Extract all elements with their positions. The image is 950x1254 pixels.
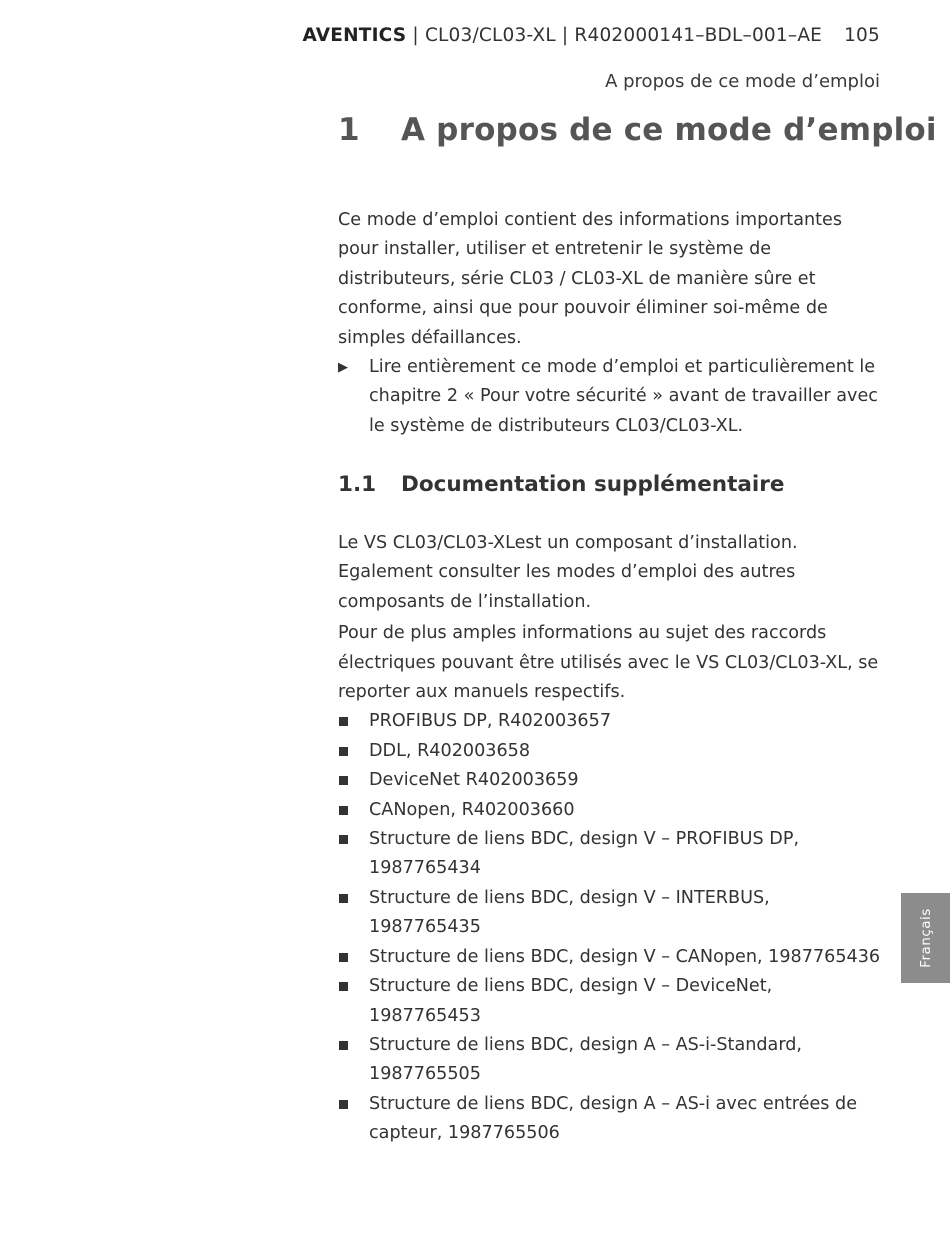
list-item-text: Structure de liens BDC, design V – CANopen, 1987765436 [369, 946, 881, 967]
section-number: 1 [338, 112, 360, 148]
instruction-list [338, 353, 886, 441]
list-item [338, 737, 886, 766]
intro-block [338, 206, 886, 441]
page-number: 105 [844, 25, 880, 46]
language-tab-label: Français [917, 908, 934, 968]
list-item-text: DeviceNet R402003659 [369, 770, 579, 791]
square-bullet-icon [339, 982, 348, 991]
triangle-bullet-icon: ▶ [338, 360, 348, 376]
documentation-block [338, 529, 886, 1149]
list-item [338, 884, 886, 943]
subsection-title: Documentation supplémentaire [401, 472, 785, 497]
list-item [338, 707, 886, 736]
manuals-list [338, 707, 886, 1148]
list-item [338, 766, 886, 795]
list-item-text: Structure de liens BDC, design V – INTERBUS, 1987765435 [369, 887, 770, 938]
list-item-text: CANopen, R402003660 [369, 799, 575, 820]
running-title: A propos de ce mode d’emploi [605, 71, 880, 92]
square-bullet-icon [339, 1041, 348, 1050]
subsection-heading [338, 472, 898, 497]
square-bullet-icon [339, 835, 348, 844]
subsection-number: 1.1 [338, 472, 377, 497]
manuals-paragraph: Pour de plus amples informations au sujet des raccords électriques pouvant être utilisés avec le VS CL03/CL03-XL, se reporter aux manuels respectifs. [338, 623, 879, 703]
list-item-text: DDL, R402003658 [369, 740, 531, 761]
intro-paragraph: Ce mode d’emploi contient des informations importantes pour installer, utiliser et entretenir le système de distributeurs, série CL03 / CL03-XL de manière sûre et conforme, ainsi que pour pouvoir éliminer soi-même de simples défaillances. [338, 210, 843, 348]
brand-name: AVENTICS [302, 25, 407, 46]
list-item [338, 825, 886, 884]
square-bullet-icon [339, 894, 348, 903]
square-bullet-icon [339, 776, 348, 785]
list-item [338, 1090, 886, 1149]
list-item-text: Structure de liens BDC, design V – DeviceNet, 1987765453 [369, 976, 773, 1026]
instruction-item [338, 353, 886, 441]
instruction-text: Lire entièrement ce mode d’emploi et particulièrement le chapitre 2 « Pour votre sécurité » avant de travailler avec le système de distributeurs CL03/CL03-XL. [369, 357, 878, 436]
list-item-text: PROFIBUS DP, R402003657 [369, 711, 612, 732]
list-item [338, 943, 886, 972]
list-item-text: Structure de liens BDC, design V – PROFIBUS DP, 1987765434 [369, 829, 800, 879]
list-item [338, 796, 886, 825]
page-header [302, 25, 880, 46]
document-reference: | CL03/CL03-XL | R402000141–BDL–001–AE [406, 25, 823, 46]
square-bullet-icon [339, 1100, 348, 1109]
list-item-text: Structure de liens BDC, design A – AS-i avec entrées de capteur, 1987765506 [369, 1093, 858, 1144]
list-item [338, 1031, 886, 1090]
list-item-text: Structure de liens BDC, design A – AS-i-Standard, 1987765505 [369, 1034, 803, 1085]
square-bullet-icon [339, 717, 348, 726]
section-heading [338, 112, 937, 148]
language-tab [901, 893, 950, 983]
section-title: A propos de ce mode d’emploi [401, 112, 937, 148]
documentation-paragraph: Le VS CL03/CL03-XLest un composant d’installation. Egalement consulter les modes d’emploi des autres composants de l’installation. [338, 533, 798, 612]
square-bullet-icon [339, 747, 348, 756]
list-item [338, 972, 886, 1031]
square-bullet-icon [339, 806, 348, 815]
square-bullet-icon [339, 953, 348, 962]
